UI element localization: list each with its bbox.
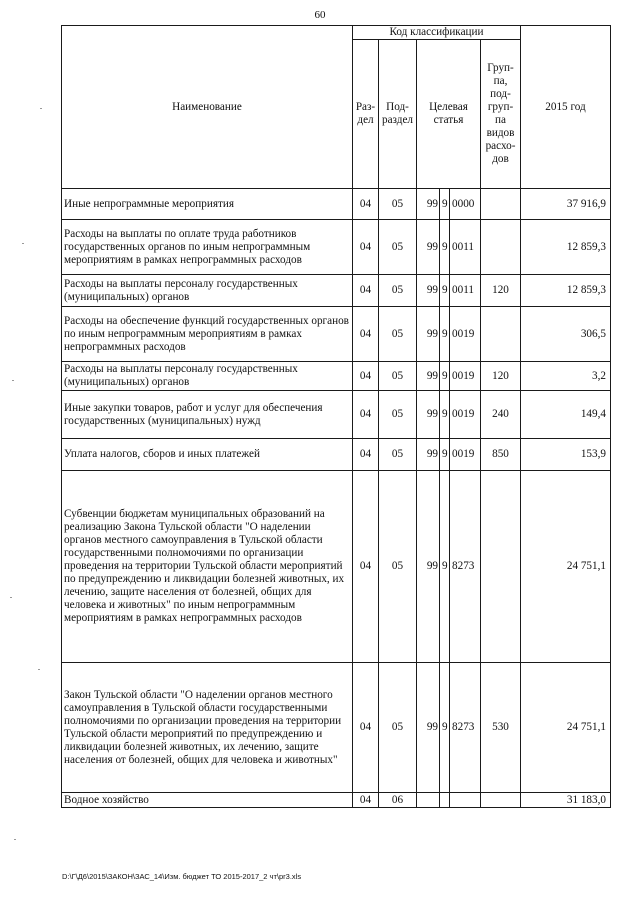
row-section: 04 xyxy=(353,189,379,220)
row-article-subprogram: 9 xyxy=(440,362,450,391)
row-section: 04 xyxy=(353,391,379,439)
row-section: 04 xyxy=(353,439,379,471)
row-subsection: 06 xyxy=(379,793,417,808)
row-article-subprogram: 9 xyxy=(440,663,450,793)
row-subsection: 05 xyxy=(379,663,417,793)
row-article-program: 99 xyxy=(417,471,440,663)
row-section: 04 xyxy=(353,307,379,362)
header-classification-code: Код классификации xyxy=(353,26,521,40)
row-subsection: 05 xyxy=(379,220,417,275)
row-article-program: 99 xyxy=(417,439,440,471)
table-row xyxy=(62,275,611,307)
row-article-program: 99 xyxy=(417,307,440,362)
row-article-subprogram: 9 xyxy=(440,391,450,439)
row-name: Субвенции бюджетам муниципальных образований на реализацию Закона Тульской области "О наделении органов местного самоуправления в Тульской области государственными полномочиями по организации проведения на территории Тульской области мероприятий по предупреждению и ликвидации болезней животных, их лечению, защите населения от болезней, общих для человека и животных" по иным непрограммным мероприятиям в рамках непрограммных расходов xyxy=(62,471,353,663)
header-target-article: Целевая статья xyxy=(417,40,481,189)
row-article-program: 99 xyxy=(417,220,440,275)
row-name: Расходы на выплаты по оплате труда работников государственных органов по иным непрограммным мероприятиям в рамках непрограммных расходов xyxy=(62,220,353,275)
row-name: Водное хозяйство xyxy=(62,793,353,808)
row-section: 04 xyxy=(353,663,379,793)
row-amount: 37 916,9 xyxy=(521,189,611,220)
row-article-subprogram xyxy=(440,793,450,808)
row-expense-group xyxy=(481,793,521,808)
row-name: Иные закупки товаров, работ и услуг для обеспечения государственных (муниципальных) нужд xyxy=(62,391,353,439)
header-year: 2015 год xyxy=(521,26,611,189)
table-row xyxy=(62,391,611,439)
row-name: Иные непрограммные мероприятия xyxy=(62,189,353,220)
table-row xyxy=(62,220,611,275)
row-name: Закон Тульской области "О наделении органов местного самоуправления в Тульской области государственными полномочиями по организации проведения на территории Тульской области мероприятий по предупреждению и ликвидации болезней животных, их лечению, защите населения от болезней, общих для человека и животных" xyxy=(62,663,353,793)
table-row xyxy=(62,793,611,808)
row-amount: 31 183,0 xyxy=(521,793,611,808)
row-subsection: 05 xyxy=(379,362,417,391)
page-number: 60 xyxy=(314,9,326,21)
row-name: Уплата налогов, сборов и иных платежей xyxy=(62,439,353,471)
table-row xyxy=(62,307,611,362)
budget-table xyxy=(61,25,611,808)
row-expense-group: 120 xyxy=(481,275,521,307)
row-article-program: 99 xyxy=(417,391,440,439)
row-article-direction: 0019 xyxy=(450,391,481,439)
row-subsection: 05 xyxy=(379,439,417,471)
row-article-subprogram: 9 xyxy=(440,220,450,275)
row-amount: 12 859,3 xyxy=(521,275,611,307)
row-expense-group: 530 xyxy=(481,663,521,793)
row-section: 04 xyxy=(353,275,379,307)
file-path-footer: D:\Г\Д6\2015\ЗАКОН\ЗАС_14\Изм. бюджет ТО 2015-2017_2 чт\pr3.xls xyxy=(62,872,302,881)
row-subsection: 05 xyxy=(379,307,417,362)
table-row xyxy=(62,362,611,391)
header-name: Наименование xyxy=(62,26,353,189)
row-expense-group xyxy=(481,471,521,663)
row-article-direction: 0011 xyxy=(450,220,481,275)
row-article-subprogram: 9 xyxy=(440,189,450,220)
row-name: Расходы на выплаты персоналу государственных (муниципальных) органов xyxy=(62,275,353,307)
row-subsection: 05 xyxy=(379,471,417,663)
row-article-direction: 0019 xyxy=(450,362,481,391)
row-article-program: 99 xyxy=(417,663,440,793)
row-section: 04 xyxy=(353,220,379,275)
row-expense-group: 120 xyxy=(481,362,521,391)
row-article-program: 99 xyxy=(417,362,440,391)
row-article-direction: 0011 xyxy=(450,275,481,307)
row-amount: 149,4 xyxy=(521,391,611,439)
row-amount: 3,2 xyxy=(521,362,611,391)
row-article-subprogram: 9 xyxy=(440,471,450,663)
header-section: Раз-дел xyxy=(353,40,379,189)
row-article-direction: 8273 xyxy=(450,471,481,663)
row-expense-group xyxy=(481,220,521,275)
row-article-subprogram: 9 xyxy=(440,307,450,362)
row-article-subprogram: 9 xyxy=(440,439,450,471)
row-article-direction: 8273 xyxy=(450,663,481,793)
row-name: Расходы на выплаты персоналу государственных (муниципальных) органов xyxy=(62,362,353,391)
row-amount: 153,9 xyxy=(521,439,611,471)
row-article-direction: 0019 xyxy=(450,307,481,362)
row-expense-group xyxy=(481,307,521,362)
header-expense-group: Груп-па, под-груп-па видов расхо-дов xyxy=(481,40,521,189)
row-section: 04 xyxy=(353,471,379,663)
row-amount: 24 751,1 xyxy=(521,663,611,793)
row-article-program: 99 xyxy=(417,275,440,307)
row-amount: 12 859,3 xyxy=(521,220,611,275)
table-row xyxy=(62,189,611,220)
table-row xyxy=(62,471,611,663)
row-section: 04 xyxy=(353,793,379,808)
row-expense-group: 850 xyxy=(481,439,521,471)
table-row xyxy=(62,663,611,793)
table-row xyxy=(62,439,611,471)
row-amount: 306,5 xyxy=(521,307,611,362)
row-subsection: 05 xyxy=(379,189,417,220)
row-article-direction xyxy=(450,793,481,808)
row-expense-group: 240 xyxy=(481,391,521,439)
header-row xyxy=(62,26,611,40)
row-article-program xyxy=(417,793,440,808)
row-name: Расходы на обеспечение функций государственных органов по иным непрограммным мероприятиям в рамках непрограммных расходов xyxy=(62,307,353,362)
row-article-direction: 0000 xyxy=(450,189,481,220)
row-article-subprogram: 9 xyxy=(440,275,450,307)
row-expense-group xyxy=(481,189,521,220)
row-article-direction: 0019 xyxy=(450,439,481,471)
row-section: 04 xyxy=(353,362,379,391)
row-article-program: 99 xyxy=(417,189,440,220)
header-subsection: Под-раздел xyxy=(379,40,417,189)
row-amount: 24 751,1 xyxy=(521,471,611,663)
row-subsection: 05 xyxy=(379,275,417,307)
row-subsection: 05 xyxy=(379,391,417,439)
